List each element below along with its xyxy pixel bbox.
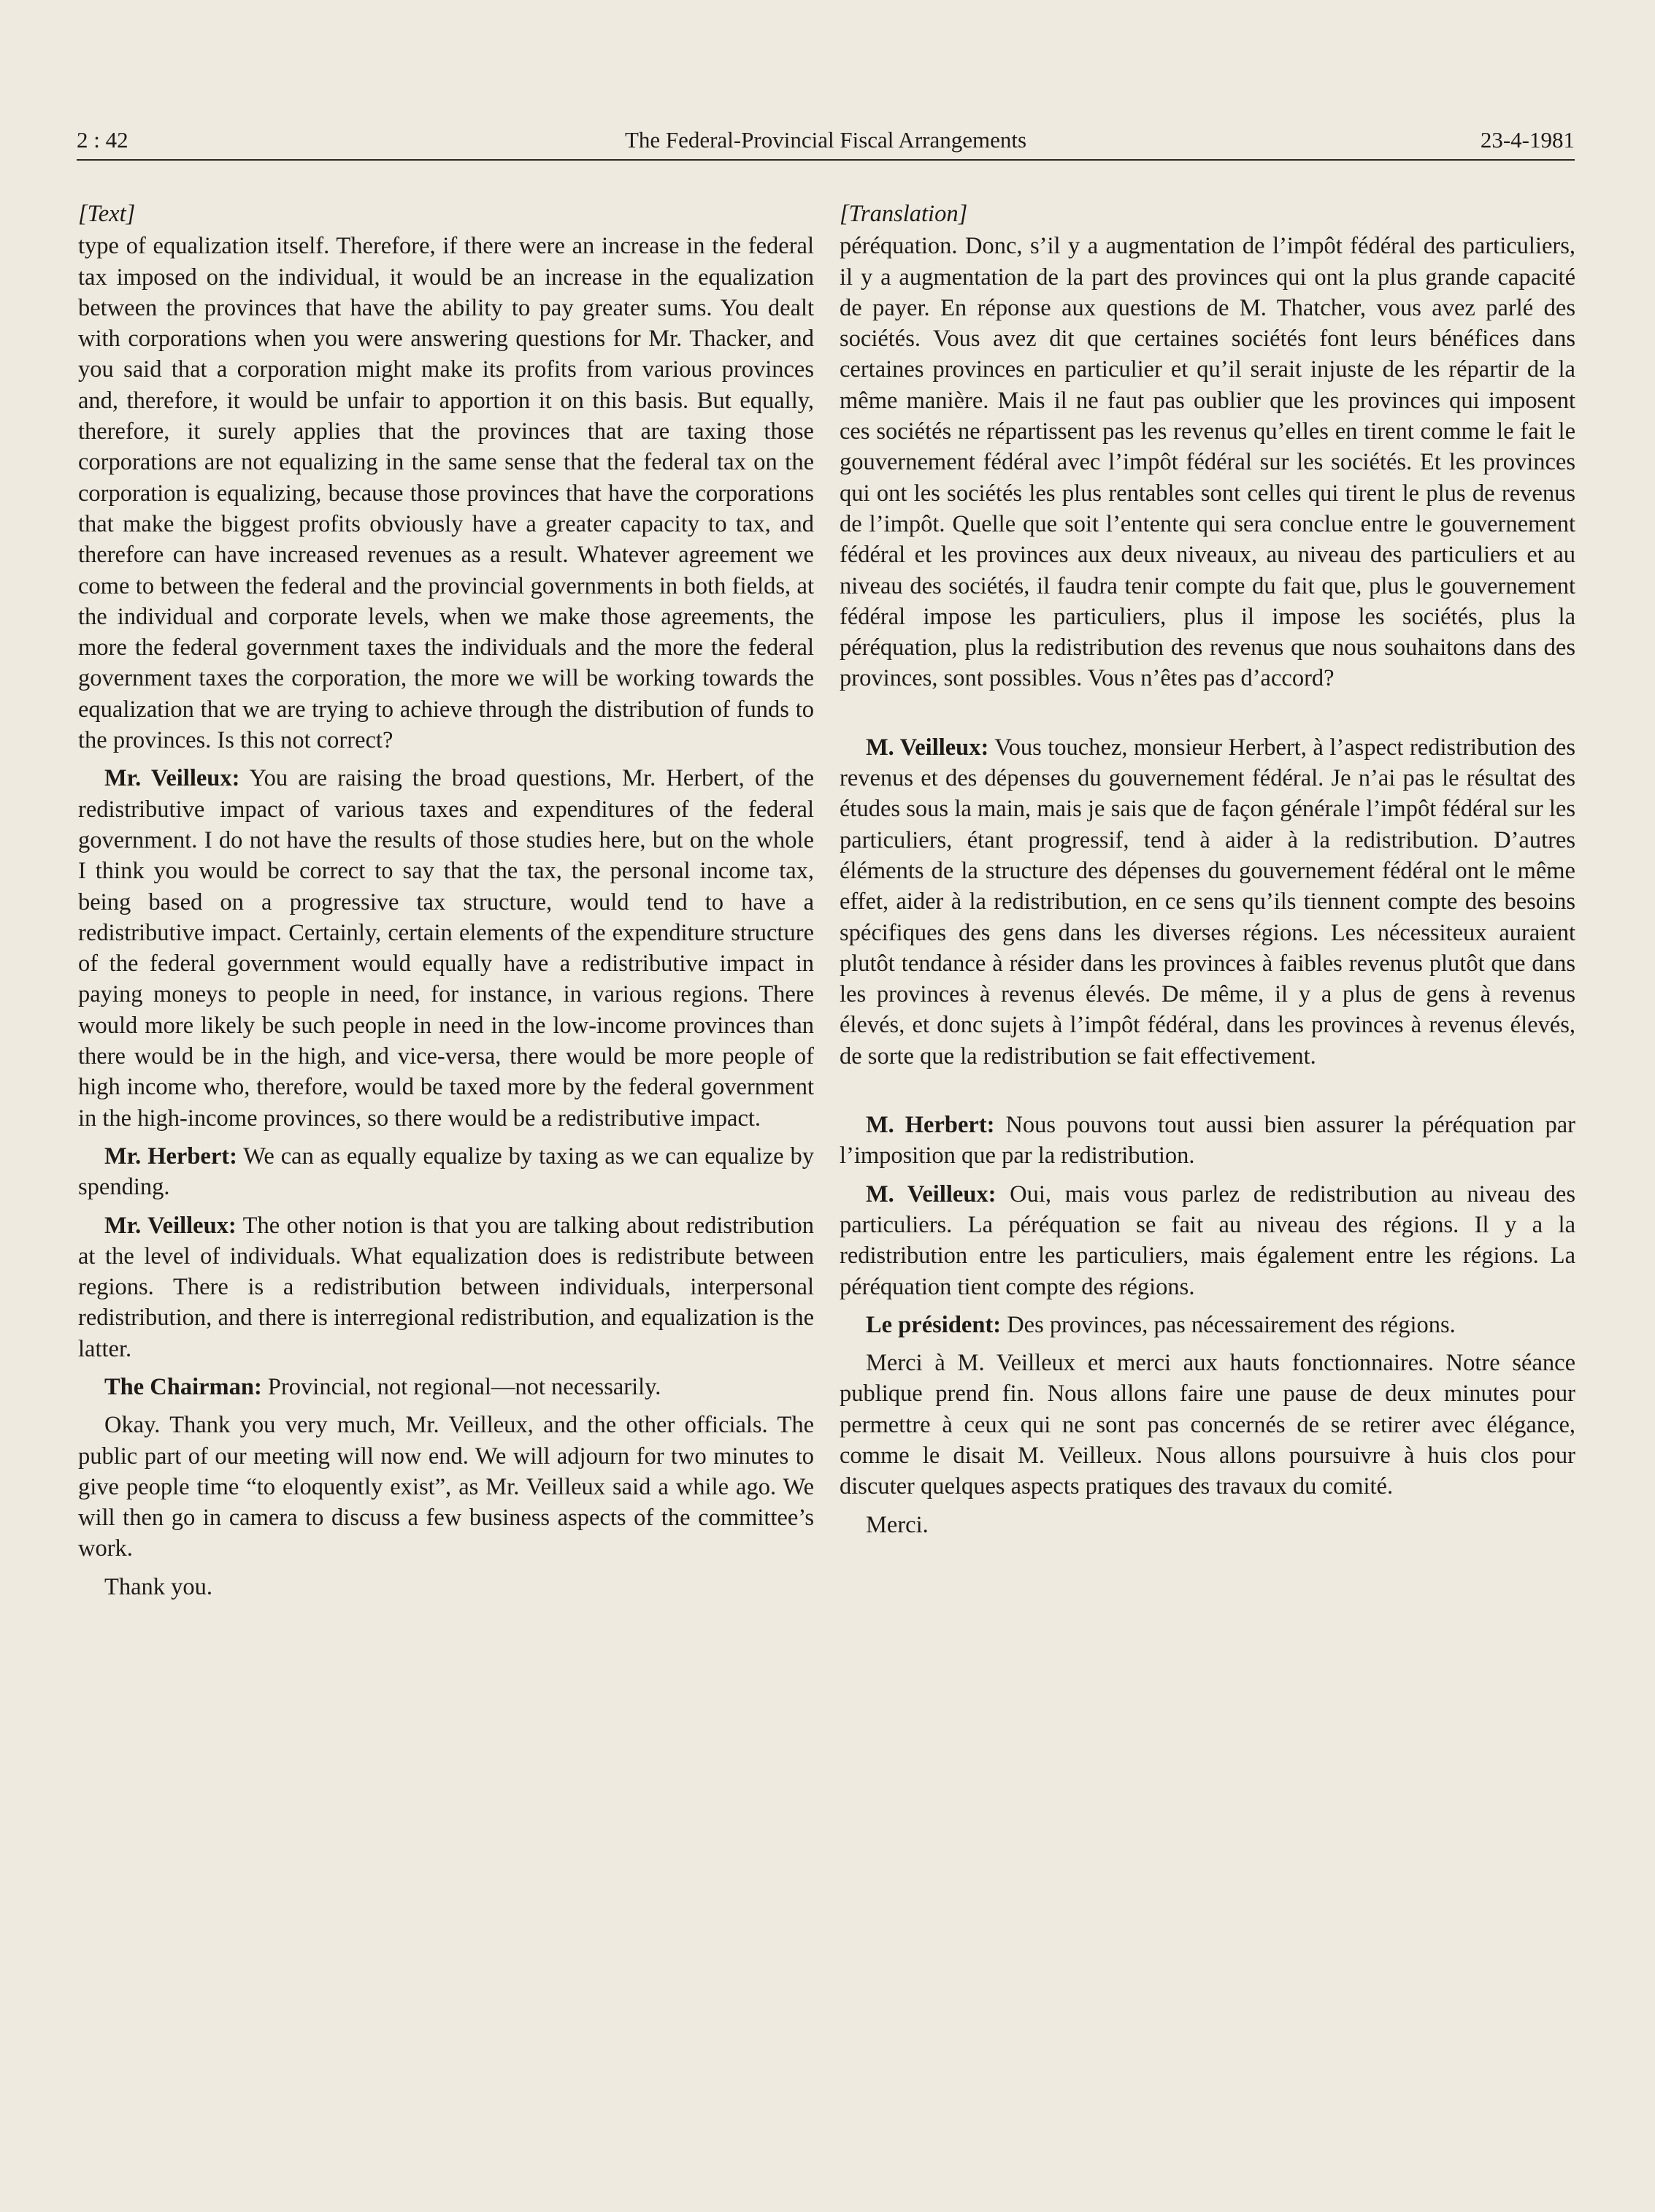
closing-thanks: Thank you. xyxy=(104,1573,213,1600)
speech-paragraph: Le président: Des provinces, pas nécessairement des régions. xyxy=(866,1311,1456,1338)
speaker-name: Mr. Herbert: xyxy=(104,1143,237,1170)
speech-paragraph: Mr. Veilleux: You are raising the broad questions, Mr. Herbert, of the redistributive impact of various taxes and expenditures of the federal government. I do not have the results of those studies here, but on the whole I think you would be correct to say that the tax, the personal income tax, being based on a progressive tax structure, would tend to have a redistributive impact. Certainly, certain elements of the expenditure structure of the federal government would equally have a redistributive impact in paying moneys to people in need, for instance, in various regions. There would more likely be such people in need in the low-income provinces than there would be in the high, and vice-versa, there would be more people of high income who, therefore, would be taxed more by the federal government in the high-income provinces, so there would be a redistributive impact. xyxy=(78,765,815,1132)
language-label: [Translation] xyxy=(840,201,968,227)
speaker-name: M. Veilleux: xyxy=(866,734,989,761)
speech-paragraph: M. Veilleux: Oui, mais vous parlez de redistribution au niveau des particuliers. La péréquation se fait au niveau des régions. Il y a la redistribution entre les particuliers, mais également entre les régions. La péréquation tient compte des régions. xyxy=(840,1180,1575,1300)
closing-paragraph: Merci à M. Veilleux et merci aux hauts fonctionnaires. Notre séance publique prend fin. Nous allons faire une pause de deux minutes pour permettre à ceux qui ne sont pas concernés de se retirer avec élégance, comme le disait M. Veilleux. Nous allons poursuivre à huis clos pour discuter quelques aspects pratiques des travaux du comité. xyxy=(840,1350,1575,1500)
closing-thanks: Merci. xyxy=(866,1511,929,1538)
speaker-name: M. Herbert: xyxy=(866,1112,995,1139)
french-column xyxy=(840,199,1575,1540)
language-label: [Text] xyxy=(78,201,136,227)
paragraph-continued: type of equalization itself. Therefore, if there were an increase in the federal tax imposed on the individual, it would be an increase in the equalization between the provinces that have the ability to pay greater sums. You dealt with corporations when you were answering questions for Mr. Thacker, and you said that a corporation might make its profits from various provinces and, therefore, it would be unfair to apportion it on this basis. But equally, therefore, it surely applies that the provinces that are taxing those corporations are not equalizing in the same sense that the federal tax on the corporation is equalizing, because those provinces that have the corporations that make the biggest profits obviously have a greater capacity to tax, and therefore can have increased revenues as a result. Whatever agreement we come to between the federal and the provincial governments in both fields, at the individual and corporate levels, when we make those agreements, the more the federal government taxes the individuals and the more the federal government taxes the corporation, the more we will be working towards the equalization that we are trying to achieve through the distribution of funds to the provinces. Is this not correct? xyxy=(78,233,814,754)
paragraph-continued: péréquation. Donc, s’il y a augmentation de l’impôt fédéral des particuliers, il y a augmentation de la part des provinces qui ont la plus grande capacité de payer. En réponse aux questions de M. Thatcher, vous avez parlé des sociétés. Vous avez dit que certaines sociétés font leurs bénéfices dans certaines provinces en particulier et qu’il serait injuste de les répartir de la même manière. Mais il ne faut pas oublier que les provinces qui imposent ces sociétés ne répartissent pas les revenus qu’elles en tirent comme le fait le gouvernement fédéral avec l’impôt fédéral sur les sociétés. Et les provinces qui ont les sociétés les plus rentables sont celles qui tirent le plus de revenus de l’impôt. Quelle que soit l’entente qui sera conclue entre le gouvernement fédéral et les provinces aux deux niveaux, au niveau des particuliers et au niveau des sociétés, il faudra tenir compte du fait que, plus le gouvernement fédéral impose les particuliers, plus il impose les sociétés, plus la péréquation, plus la redistribution des revenus que nous souhaitons dans des provinces, sont possibles. Vous n’êtes pas d’accord? xyxy=(840,233,1575,692)
header-date: 23-4-1981 xyxy=(1480,127,1575,153)
speaker-name: Le président: xyxy=(866,1311,1002,1338)
speech-paragraph: Mr. Herbert: We can as equally equalize by taxing as we can equalize by spending. xyxy=(78,1143,814,1201)
running-title: The Federal-Provincial Fiscal Arrangements xyxy=(624,127,1027,153)
speaker-name: Mr. Veilleux: xyxy=(104,1212,237,1239)
speaker-name: M. Veilleux: xyxy=(866,1180,997,1207)
speech-paragraph: M. Herbert: Nous pouvons tout aussi bien assurer la péréquation par l’imposition que par la redistribution. xyxy=(840,1112,1575,1170)
speech-paragraph: Mr. Veilleux: The other notion is that you are talking about redistribution at the level of individuals. What equalization does is redistribute between regions. There is a redistribution between individuals, interpersonal redistribution, and there is interregional redistribution, and equalization is the latter. xyxy=(78,1212,814,1362)
speech-paragraph: M. Veilleux: Vous touchez, monsieur Herbert, à l’aspect redistribution des revenus et des dépenses du gouvernement fédéral. Je n’ai pas le résultat des études sous la main, mais je sais que de façon générale l’impôt fédéral sur les particuliers, étant progressif, tend à aider à la redistribution. D’autres éléments de la structure des dépenses du gouvernement fédéral ont le même effet, aider à la redistribution, en ce sens qu’ils tiennent compte des besoins spécifiques des gens dans les diverses régions. Les nécessiteux auraient plutôt tendance à résider dans les provinces à faibles revenus plutôt que dans les provinces à revenus élevés. De même, il y a plus de gens à revenus élevés, et donc sujets à l’impôt fédéral, dans les provinces à revenus élevés, de sorte que la redistribution se fait effectivement. xyxy=(840,734,1575,1069)
speaker-name: Mr. Veilleux: xyxy=(104,765,240,792)
closing-paragraph: Okay. Thank you very much, Mr. Veilleux, and the other officials. The public part of our meeting will now end. We will adjourn for two minutes to give people time “to eloquently exist”, as Mr. Veilleux said a while ago. We will then go in camera to discuss a few business aspects of the committee’s work. xyxy=(78,1412,814,1562)
speaker-name: The Chairman: xyxy=(104,1373,262,1400)
english-column xyxy=(78,199,814,1602)
speech-paragraph: The Chairman: Provincial, not regional—not necessarily. xyxy=(104,1373,661,1400)
page-number: 2 : 42 xyxy=(77,127,128,153)
page-header xyxy=(77,123,1575,161)
